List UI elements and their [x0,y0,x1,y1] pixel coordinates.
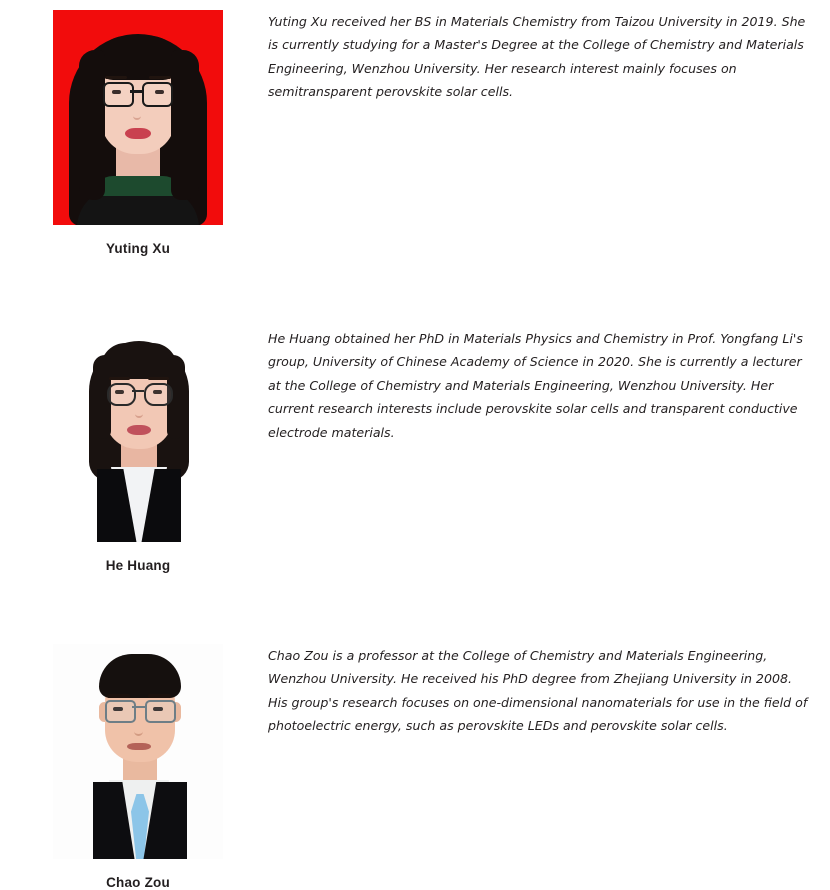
bio-photo-column [38,10,238,256]
portrait-photo-he-huang [53,327,223,542]
bio-photo-column [38,644,238,890]
bio-text: Chao Zou is a professor at the College of Chemistry and Materials Engineering, Wenzhou University. He received his PhD degree from Zhejiang University in 2008. His group's research focuses on one-dimensional nanomaterials for use in the field of photoelectric energy, such as perovskite LEDs and perovskite solar cells. [268,648,808,734]
portrait-photo-yuting-xu [53,10,223,225]
bio-name: Yuting Xu [105,241,171,256]
bio-name: Chao Zou [106,875,170,890]
portrait-photo-chao-zou [53,644,223,859]
bio-entry [0,10,830,256]
bio-entry [0,644,830,890]
bio-photo-column [38,327,238,573]
bio-entry [0,327,830,573]
bio-text: He Huang obtained her PhD in Materials Physics and Chemistry in Prof. Yongfang Li's group, University of Chinese Academy of Science in 2020. She is currently a lecturer at the College of Chemistry and Materials Engineering, Wenzhou University. Her current research interests include perovskite solar cells and transparent conductive electrode materials. [268,331,803,440]
author-bios-page [0,10,830,890]
bio-name: He Huang [105,558,171,573]
bio-text: Yuting Xu received her BS in Materials Chemistry from Taizou University in 2019. She is currently studying for a Master's Degree at the College of Chemistry and Materials Engineering, Wenzhou University. Her research interest mainly focuses on semitransparent perovskite solar cells. [268,14,806,100]
